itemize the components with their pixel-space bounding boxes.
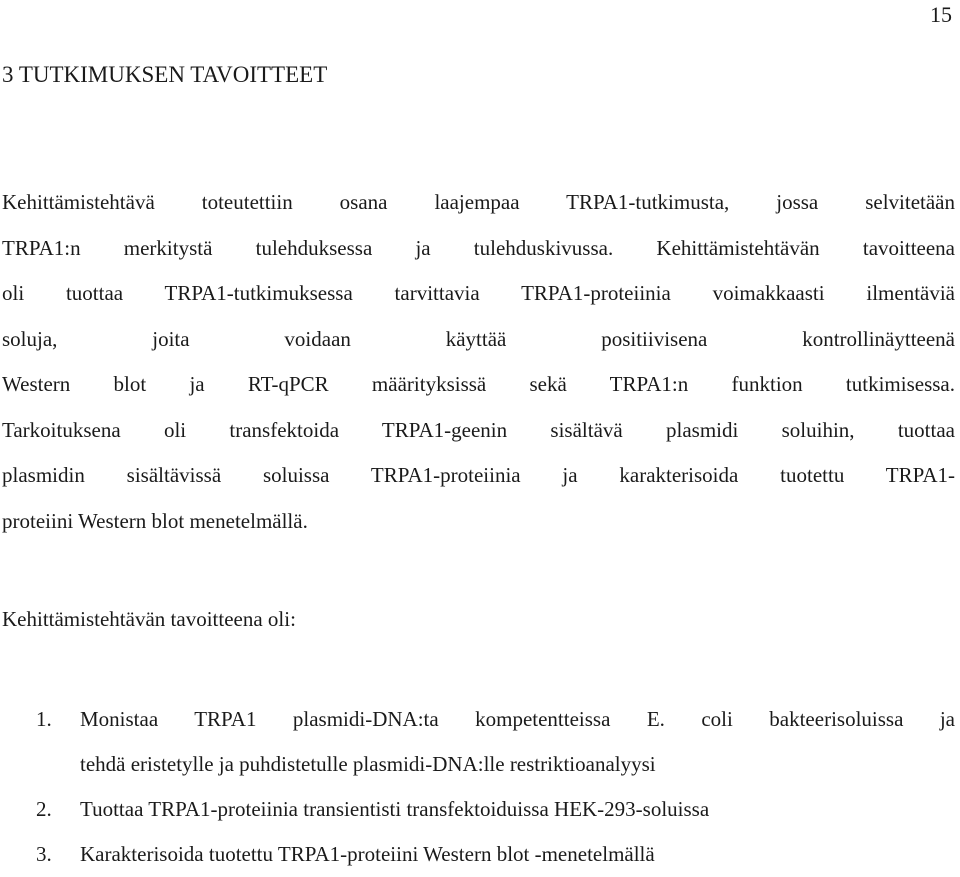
goal-number: 2.	[36, 797, 52, 821]
goals-intro: Kehittämistehtävän tavoitteena oli:	[2, 607, 296, 631]
page-number: 15	[930, 2, 952, 27]
goal-number: 1.	[36, 707, 52, 731]
goal-item	[0, 787, 955, 832]
goal-item	[0, 832, 955, 877]
body-paragraph	[2, 180, 955, 544]
goal-text	[80, 697, 955, 787]
paragraph-line: TRPA1:n merkitystä tulehduksessa ja tulehduskivussa. Kehittämistehtävän tavoitteena	[2, 235, 955, 260]
goal-number: 3.	[36, 842, 52, 866]
goal-text	[80, 832, 955, 877]
section-heading: 3 TUTKIMUKSEN TAVOITTEET	[2, 62, 328, 87]
goal-item	[0, 697, 955, 787]
paragraph-line: Kehittämistehtävä toteutettiin osana laajempaa TRPA1-tutkimusta, jossa selvitetään	[2, 190, 955, 214]
paragraph-line: plasmidin sisältävissä soluissa TRPA1-proteiinia ja karakterisoida tuotettu TRPA1-	[2, 463, 955, 487]
goal-line: tehdä eristetylle ja puhdistetulle plasmidi-DNA:lle restriktioanalyysi	[80, 752, 656, 776]
goal-line: Tuottaa TRPA1-proteiinia transientisti transfektoiduissa HEK-293-soluissa	[80, 797, 710, 821]
paragraph-line: soluja, joita voidaan käyttää positiivisena kontrollinäytteenä	[2, 326, 955, 351]
paragraph-line: proteiini Western blot menetelmällä.	[2, 508, 308, 533]
goal-line: Monistaa TRPA1 plasmidi-DNA:ta kompetentteissa E. coli bakteerisoluissa ja	[80, 707, 955, 731]
goal-line: Karakterisoida tuotettu TRPA1-proteiini Western blot -menetelmällä	[80, 842, 655, 866]
paragraph-line: Western blot ja RT-qPCR määrityksissä sekä TRPA1:n funktion tutkimisessa.	[2, 372, 955, 396]
goal-text	[80, 787, 955, 832]
paragraph-line: Tarkoituksena oli transfektoida TRPA1-geenin sisältävä plasmidi soluihin, tuottaa	[2, 417, 955, 442]
goal-list	[0, 697, 955, 877]
paragraph-line: oli tuottaa TRPA1-tutkimuksessa tarvittavia TRPA1-proteiinia voimakkaasti ilmentäviä	[2, 281, 955, 305]
